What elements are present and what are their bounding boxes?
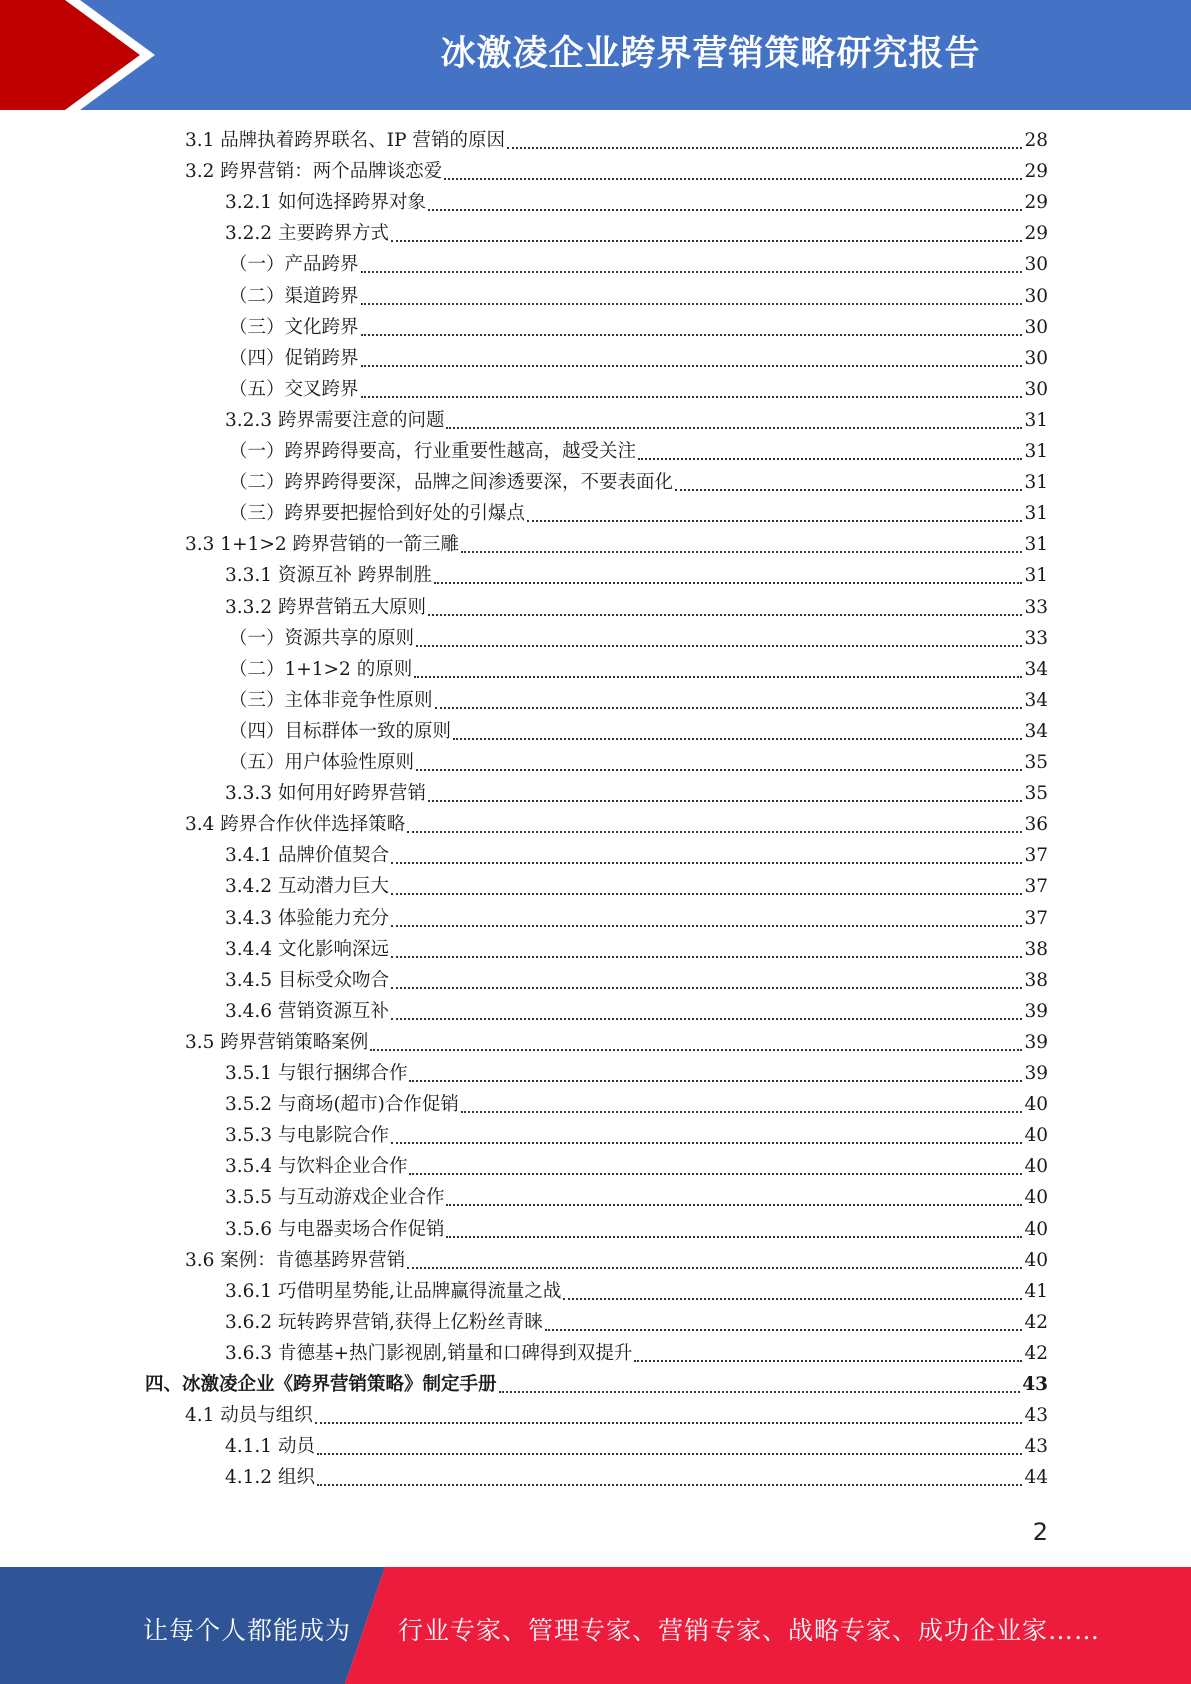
toc-dot-leader [416, 645, 1022, 647]
toc-entry-title: 3.3.2 跨界营销五大原则 [225, 596, 426, 618]
toc-dot-leader [391, 956, 1022, 958]
toc-entry[interactable] [185, 530, 1048, 560]
toc-dot-leader [563, 1298, 1022, 1300]
toc-entry-page: 43 [1022, 1374, 1048, 1395]
toc-entry[interactable] [229, 748, 1048, 778]
toc-entry-page: 35 [1024, 783, 1048, 805]
toc-dot-leader [409, 1080, 1022, 1082]
toc-dot-leader [428, 800, 1022, 802]
toc-entry-title: 3.2.1 如何选择跨界对象 [225, 192, 426, 214]
toc-entry-title: （二）渠道跨界 [229, 285, 359, 307]
toc-dot-leader [370, 1049, 1022, 1051]
toc-dot-leader [391, 893, 1022, 895]
toc-entry[interactable] [229, 717, 1048, 747]
toc-entry[interactable] [225, 904, 1048, 934]
toc-entry-page: 31 [1024, 409, 1048, 431]
toc-entry-title: （一）跨界跨得要高，行业重要性越高，越受关注 [229, 441, 637, 462]
toc-entry-title: 四、冰激凌企业《跨界营销策略》制定手册 [145, 1374, 497, 1395]
toc-entry[interactable] [185, 1401, 1048, 1431]
toc-entry-page: 34 [1024, 720, 1048, 742]
toc-entry-title: 3.4.4 文化影响深远 [225, 938, 389, 960]
toc-entry[interactable] [225, 1059, 1048, 1089]
toc-dot-leader [409, 1173, 1022, 1175]
toc-entry[interactable] [229, 686, 1048, 716]
toc-dot-leader [391, 987, 1022, 989]
toc-dot-leader [453, 738, 1022, 740]
toc-dot-leader [446, 427, 1022, 429]
toc-entry-title: 4.1.2 组织 [225, 1467, 315, 1489]
toc-dot-leader [317, 1484, 1023, 1486]
toc-entry-page: 40 [1024, 1218, 1048, 1240]
toc-entry-page: 30 [1024, 285, 1048, 307]
footer-banner [0, 1567, 1191, 1684]
toc-entry[interactable] [225, 1277, 1048, 1307]
toc-dot-leader [499, 1391, 1021, 1393]
toc-entry-page: 31 [1024, 565, 1048, 587]
toc-entry-title: 3.4.5 目标受众吻合 [225, 969, 389, 991]
toc-entry-page: 31 [1024, 472, 1048, 494]
toc-entry-page: 34 [1024, 689, 1048, 711]
toc-entry-page: 40 [1024, 1156, 1048, 1178]
toc-entry-title: 3.5.3 与电影院合作 [225, 1125, 389, 1147]
toc-entry[interactable] [229, 655, 1048, 685]
toc-entry[interactable] [225, 935, 1048, 965]
toc-dot-leader [361, 334, 1023, 336]
toc-entry-title: （二）1+1>2 的原则 [229, 658, 413, 680]
toc-entry-title: 3.3.1 资源互补 跨界制胜 [225, 565, 432, 587]
header-banner [0, 0, 1191, 110]
toc-entry-title: （一）资源共享的原则 [229, 627, 415, 649]
toc-entry-page: 44 [1024, 1467, 1048, 1489]
toc-entry-page: 33 [1024, 627, 1048, 649]
toc-entry-title: 3.5.1 与银行捆绑合作 [225, 1063, 408, 1084]
toc-entry-title: 3.5.5 与互动游戏企业合作 [225, 1187, 445, 1209]
toc-entry[interactable] [225, 406, 1048, 436]
toc-entry-page: 33 [1024, 596, 1048, 618]
toc-entry-title: 3.6.3 肯德基+热门影视剧,销量和口碑得到双提升 [225, 1342, 633, 1364]
toc-entry-title: （三）文化跨界 [229, 316, 359, 338]
toc-entry-title: 3.4.2 互动潜力巨大 [225, 876, 389, 898]
toc-dot-leader [461, 551, 1022, 553]
toc-entry[interactable] [229, 468, 1048, 498]
toc-entry[interactable] [225, 1152, 1048, 1182]
toc-dot-leader [527, 520, 1022, 522]
toc-entry[interactable] [225, 219, 1048, 249]
toc-entry-page: 41 [1024, 1280, 1048, 1302]
toc-entry-title: （二）跨界跨得要深，品牌之间渗透要深，不要表面化 [229, 472, 674, 494]
toc-entry-page: 29 [1024, 161, 1048, 183]
toc-entry[interactable] [229, 313, 1048, 343]
toc-entry-title: （五）交叉跨界 [229, 378, 359, 400]
toc-entry-title: 3.3.3 如何用好跨界营销 [225, 783, 426, 805]
toc-entry-page: 34 [1024, 658, 1048, 680]
toc-entry[interactable] [185, 1246, 1048, 1276]
toc-dot-leader [507, 147, 1023, 149]
toc-entry[interactable] [145, 1370, 1048, 1400]
toc-entry-page: 39 [1024, 1063, 1048, 1084]
toc-dot-leader [407, 831, 1022, 833]
toc-entry[interactable] [225, 966, 1048, 996]
toc-dot-leader [428, 209, 1022, 211]
toc-entry-page: 29 [1024, 192, 1048, 214]
toc-dot-leader [638, 458, 1022, 460]
toc-entry-page: 28 [1024, 130, 1048, 151]
toc-dot-leader [391, 1142, 1022, 1144]
toc-entry-page: 40 [1024, 1187, 1048, 1209]
toc-entry[interactable] [225, 1463, 1048, 1493]
toc-entry-title: （一）产品跨界 [229, 254, 359, 276]
page-number: 2 [1032, 1518, 1048, 1546]
toc-entry-title: 3.1 品牌执着跨界联名、IP 营销的原因 [185, 130, 505, 151]
toc-entry-title: 3.2.3 跨界需要注意的问题 [225, 409, 445, 431]
toc-entry-title: 3.6.1 巧借明星势能,让品牌赢得流量之战 [225, 1280, 562, 1302]
footer-slogan-right: 行业专家、管理专家、营销专家、战略专家、成功企业家…… [398, 1616, 1101, 1645]
toc-entry-title: 3.4 跨界合作伙伴选择策略 [185, 814, 406, 836]
toc-entry[interactable] [185, 126, 1048, 156]
toc-entry[interactable] [229, 250, 1048, 280]
toc-entry[interactable] [225, 997, 1048, 1027]
toc-entry[interactable] [225, 1090, 1048, 1120]
toc-entry-page: 30 [1024, 316, 1048, 338]
footer-slogan-left: 让每个人都能成为 [143, 1616, 352, 1645]
toc-entry-title: 3.4.1 品牌价值契合 [225, 845, 389, 867]
toc-entry-title: 3.3 1+1>2 跨界营销的一箭三雕 [185, 534, 459, 556]
toc-dot-leader [361, 303, 1023, 305]
toc-dot-leader [414, 676, 1022, 678]
toc-entry[interactable] [229, 624, 1048, 654]
toc-entry-page: 37 [1024, 845, 1048, 867]
toc-dot-leader [391, 240, 1022, 242]
toc-dot-leader [446, 1236, 1022, 1238]
toc-entry-page: 29 [1024, 223, 1048, 245]
toc-dot-leader [361, 365, 1023, 367]
toc-entry-page: 30 [1024, 254, 1048, 276]
toc-dot-leader [634, 1360, 1022, 1362]
toc-entry-title: 3.2.2 主要跨界方式 [225, 223, 389, 245]
toc-entry-page: 43 [1024, 1405, 1048, 1427]
toc-dot-leader [391, 1018, 1022, 1020]
toc-entry[interactable] [225, 1215, 1048, 1245]
toc-entry-page: 40 [1024, 1249, 1048, 1271]
toc-entry[interactable] [229, 499, 1048, 529]
toc-dot-leader [428, 614, 1022, 616]
toc-dot-leader [446, 1204, 1022, 1206]
toc-entry-title: 3.6 案例：肯德基跨界营销 [185, 1249, 406, 1271]
toc-entry[interactable] [225, 1183, 1048, 1213]
toc-entry-page: 31 [1024, 441, 1048, 462]
toc-entry-page: 39 [1024, 1000, 1048, 1022]
toc-dot-leader [416, 769, 1022, 771]
toc-entry-page: 42 [1024, 1311, 1048, 1333]
toc-entry-title: （三）跨界要把握恰到好处的引爆点 [229, 503, 526, 525]
toc-entry-page: 42 [1024, 1342, 1048, 1364]
toc-entry[interactable] [225, 779, 1048, 809]
toc-entry-page: 30 [1024, 378, 1048, 400]
toc-entry-title: （五）用户体验性原则 [229, 752, 415, 773]
toc-entry[interactable] [229, 344, 1048, 374]
toc-entry[interactable] [225, 188, 1048, 218]
toc-dot-leader [317, 1453, 1023, 1455]
toc-entry-title: 3.2 跨界营销：两个品牌谈恋爱 [185, 161, 443, 183]
toc-entry-title: （三）主体非竞争性原则 [229, 689, 433, 711]
toc-entry-title: 4.1.1 动员 [225, 1436, 315, 1458]
toc-entry[interactable] [225, 1121, 1048, 1151]
toc-entry[interactable] [225, 841, 1048, 871]
toc-dot-leader [434, 582, 1023, 584]
toc-entry-page: 37 [1024, 907, 1048, 929]
toc-entry-title: （四）目标群体一致的原则 [229, 720, 452, 742]
toc-entry[interactable] [225, 593, 1048, 623]
toc-dot-leader [361, 271, 1023, 273]
toc-entry-page: 35 [1024, 752, 1048, 773]
toc-entry-page: 43 [1024, 1436, 1048, 1458]
toc-entry-page: 37 [1024, 876, 1048, 898]
toc-entry[interactable] [225, 561, 1048, 591]
toc-entry-title: 3.5.6 与电器卖场合作促销 [225, 1218, 445, 1240]
toc-dot-leader [675, 489, 1022, 491]
toc-entry[interactable] [229, 282, 1048, 312]
toc-entry-title: 4.1 动员与组织 [185, 1405, 313, 1427]
toc-entry-title: 3.5 跨界营销策略案例 [185, 1031, 369, 1053]
toc-entry-title: 3.5.4 与饮料企业合作 [225, 1156, 408, 1178]
toc-entry[interactable] [185, 157, 1048, 187]
toc-entry-page: 36 [1024, 814, 1048, 836]
toc-entry-page: 38 [1024, 938, 1048, 960]
toc-entry-page: 31 [1024, 503, 1048, 525]
toc-dot-leader [545, 1329, 1023, 1331]
toc-entry-title: （四）促销跨界 [229, 347, 359, 369]
toc-entry[interactable] [225, 1339, 1048, 1369]
toc-entry-page: 39 [1024, 1031, 1048, 1053]
toc-dot-leader [435, 707, 1023, 709]
toc-entry[interactable] [185, 810, 1048, 840]
toc-entry[interactable] [185, 1028, 1048, 1058]
toc-entry[interactable] [225, 872, 1048, 902]
toc-entry[interactable] [225, 1432, 1048, 1462]
toc-entry-title: 3.5.2 与商场(超市)合作促销 [225, 1094, 459, 1116]
toc-dot-leader [361, 396, 1023, 398]
toc-entry-page: 30 [1024, 347, 1048, 369]
toc-dot-leader [444, 178, 1022, 180]
toc-entry-page: 38 [1024, 969, 1048, 991]
toc-entry[interactable] [225, 1308, 1048, 1338]
toc-dot-leader [407, 1267, 1022, 1269]
toc-entry-title: 3.4.6 营销资源互补 [225, 1000, 389, 1022]
toc-entry-title: 3.6.2 玩转跨界营销,获得上亿粉丝青睐 [225, 1311, 543, 1333]
toc-dot-leader [391, 925, 1022, 927]
toc-entry[interactable] [229, 437, 1048, 467]
toc-dot-leader [315, 1422, 1023, 1424]
report-title: 冰激凌企业跨界营销策略研究报告 [440, 34, 981, 74]
toc-entry[interactable] [229, 375, 1048, 405]
toc-entry-page: 31 [1024, 534, 1048, 556]
toc-entry-page: 40 [1024, 1125, 1048, 1147]
toc-entry-title: 3.4.3 体验能力充分 [225, 907, 389, 929]
toc-entry-page: 40 [1024, 1094, 1048, 1116]
toc-dot-leader [391, 862, 1022, 864]
toc-dot-leader [461, 1111, 1023, 1113]
